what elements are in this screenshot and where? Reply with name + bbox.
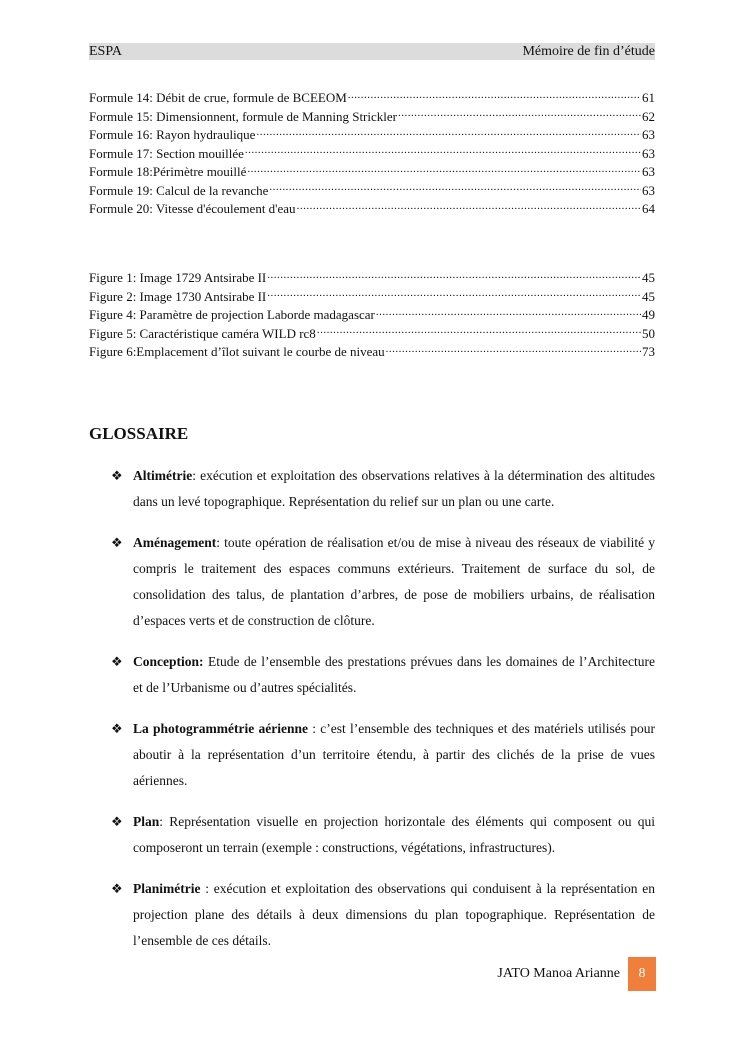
toc-page-number: 63 [642,127,655,142]
toc-entry[interactable] [89,89,655,108]
glossary-definition: : c’est l’ensemble des techniques et des matériels utilisés pour aboutir à la représentation d’un territoire étendu, à partir des clichés de la prise de vues aériennes. [133,721,655,788]
toc-entry[interactable] [89,163,655,182]
page-number-badge: 8 [628,957,656,991]
toc-page-number: 61 [642,90,655,105]
formula-list [89,89,655,219]
toc-label: Formule 17: Section mouillée [89,145,244,161]
toc-label: Formule 16: Rayon hydraulique [89,127,256,142]
toc-label: Formule 20: Vitesse d'écoulement d'eau [89,201,296,216]
toc-leader [317,326,641,338]
header-school: ESPA [89,44,122,59]
glossary-definition: : toute opération de réalisation et/ou de mise à niveau des réseaux de viabilité y compris le traitement des espaces communs extérieurs. Traitement de surface du sol, de consolidation des talus, de plantation d’arbres, de pose de mobiliers urbains, de réalisation d’espaces verts et de construction de clôture. [133,535,655,628]
toc-label: Figure 4: Paramètre de projection Laborde madagascar [89,307,375,322]
glossary-title: GLOSSAIRE [89,424,189,443]
toc-entry[interactable] [89,325,655,344]
page-header [89,43,655,60]
glossary-definition: Etude de l’ensemble des prestations prévues dans les domaines de l’Architecture et de l’Urbanisme ou d’autres spécialités. [133,654,655,695]
toc-page-number: 62 [642,108,655,124]
glossary-item [89,649,655,701]
toc-leader [247,164,641,176]
diamond-bullet-icon: ❖ [111,468,123,483]
diamond-bullet-icon: ❖ [111,535,123,550]
figure-list [89,269,655,362]
toc-page-number: 73 [642,344,655,359]
toc-entry[interactable] [89,108,655,127]
diamond-bullet-icon: ❖ [111,881,123,896]
toc-page-number: 49 [642,307,655,322]
header-doc-type: Mémoire de fin d’étude [522,44,655,59]
toc-leader [386,344,641,356]
toc-entry[interactable] [89,269,655,288]
toc-entry[interactable] [89,145,655,164]
toc-label: Formule 18:Périmètre mouillé [89,164,247,179]
toc-leader [267,289,641,301]
glossary-term: Planimétrie [133,881,201,896]
toc-page-number: 63 [642,145,655,161]
toc-page-number: 63 [642,164,655,179]
toc-leader [297,201,641,213]
toc-entry[interactable] [89,343,655,362]
glossary-item [89,876,655,954]
toc-entry[interactable] [89,200,655,219]
diamond-bullet-icon: ❖ [111,814,123,829]
toc-leader [245,146,641,158]
glossary-term: Aménagement [133,535,217,550]
toc-label: Formule 14: Débit de crue, formule de BCEEOM [89,90,347,105]
diamond-bullet-icon: ❖ [111,654,123,669]
toc-leader [398,109,641,121]
glossary-definition: : exécution et exploitation des observations qui conduisent à la représentation en projection plane des détails à deux dimensions du plan topographique. Représentation de l’ensemble de ces détails. [133,881,655,948]
toc-entry[interactable] [89,288,655,307]
toc-entry[interactable] [89,126,655,145]
glossary-term: Conception: [133,654,204,669]
glossary-term: Plan [133,814,160,829]
toc-page-number: 63 [642,182,655,198]
toc-label: Figure 1: Image 1729 Antsirabe II [89,270,267,285]
toc-entry[interactable] [89,182,655,201]
footer-author: JATO Manoa Arianne [497,966,620,981]
glossary-definition: : Représentation visuelle en projection horizontale des éléments qui composent ou qui composeront un terrain (exemple : constructions, végétations, infrastructures). [133,814,655,855]
toc-label: Figure 6:Emplacement d’îlot suivant le courbe de niveau [89,344,385,359]
glossary-item [89,716,655,794]
toc-page-number: 50 [642,325,655,341]
glossary-item [89,463,655,515]
glossary-item [89,809,655,861]
toc-label: Figure 5: Caractéristique caméra WILD rc8 [89,325,316,341]
glossary-term: La photogrammétrie aérienne [133,721,308,736]
glossary-definition: : exécution et exploitation des observations relatives à la détermination des altitudes dans un levé topographique. Représentation du relief sur un plan ou une carte. [133,468,655,509]
glossary-term: Altimétrie [133,468,193,483]
toc-label: Formule 19: Calcul de la revanche [89,182,269,198]
glossary-list [89,463,655,969]
toc-label: Figure 2: Image 1730 Antsirabe II [89,288,267,304]
toc-page-number: 64 [642,201,655,216]
toc-label: Formule 15: Dimensionnent, formule de Manning Strickler [89,108,397,124]
page-footer [497,957,656,991]
toc-leader [256,127,641,139]
toc-leader [348,90,641,102]
diamond-bullet-icon: ❖ [111,721,123,736]
toc-leader [376,307,641,319]
toc-page-number: 45 [642,288,655,304]
toc-page-number: 45 [642,270,655,285]
toc-leader [269,183,641,195]
glossary-item [89,530,655,634]
toc-entry[interactable] [89,306,655,325]
toc-leader [267,270,641,282]
